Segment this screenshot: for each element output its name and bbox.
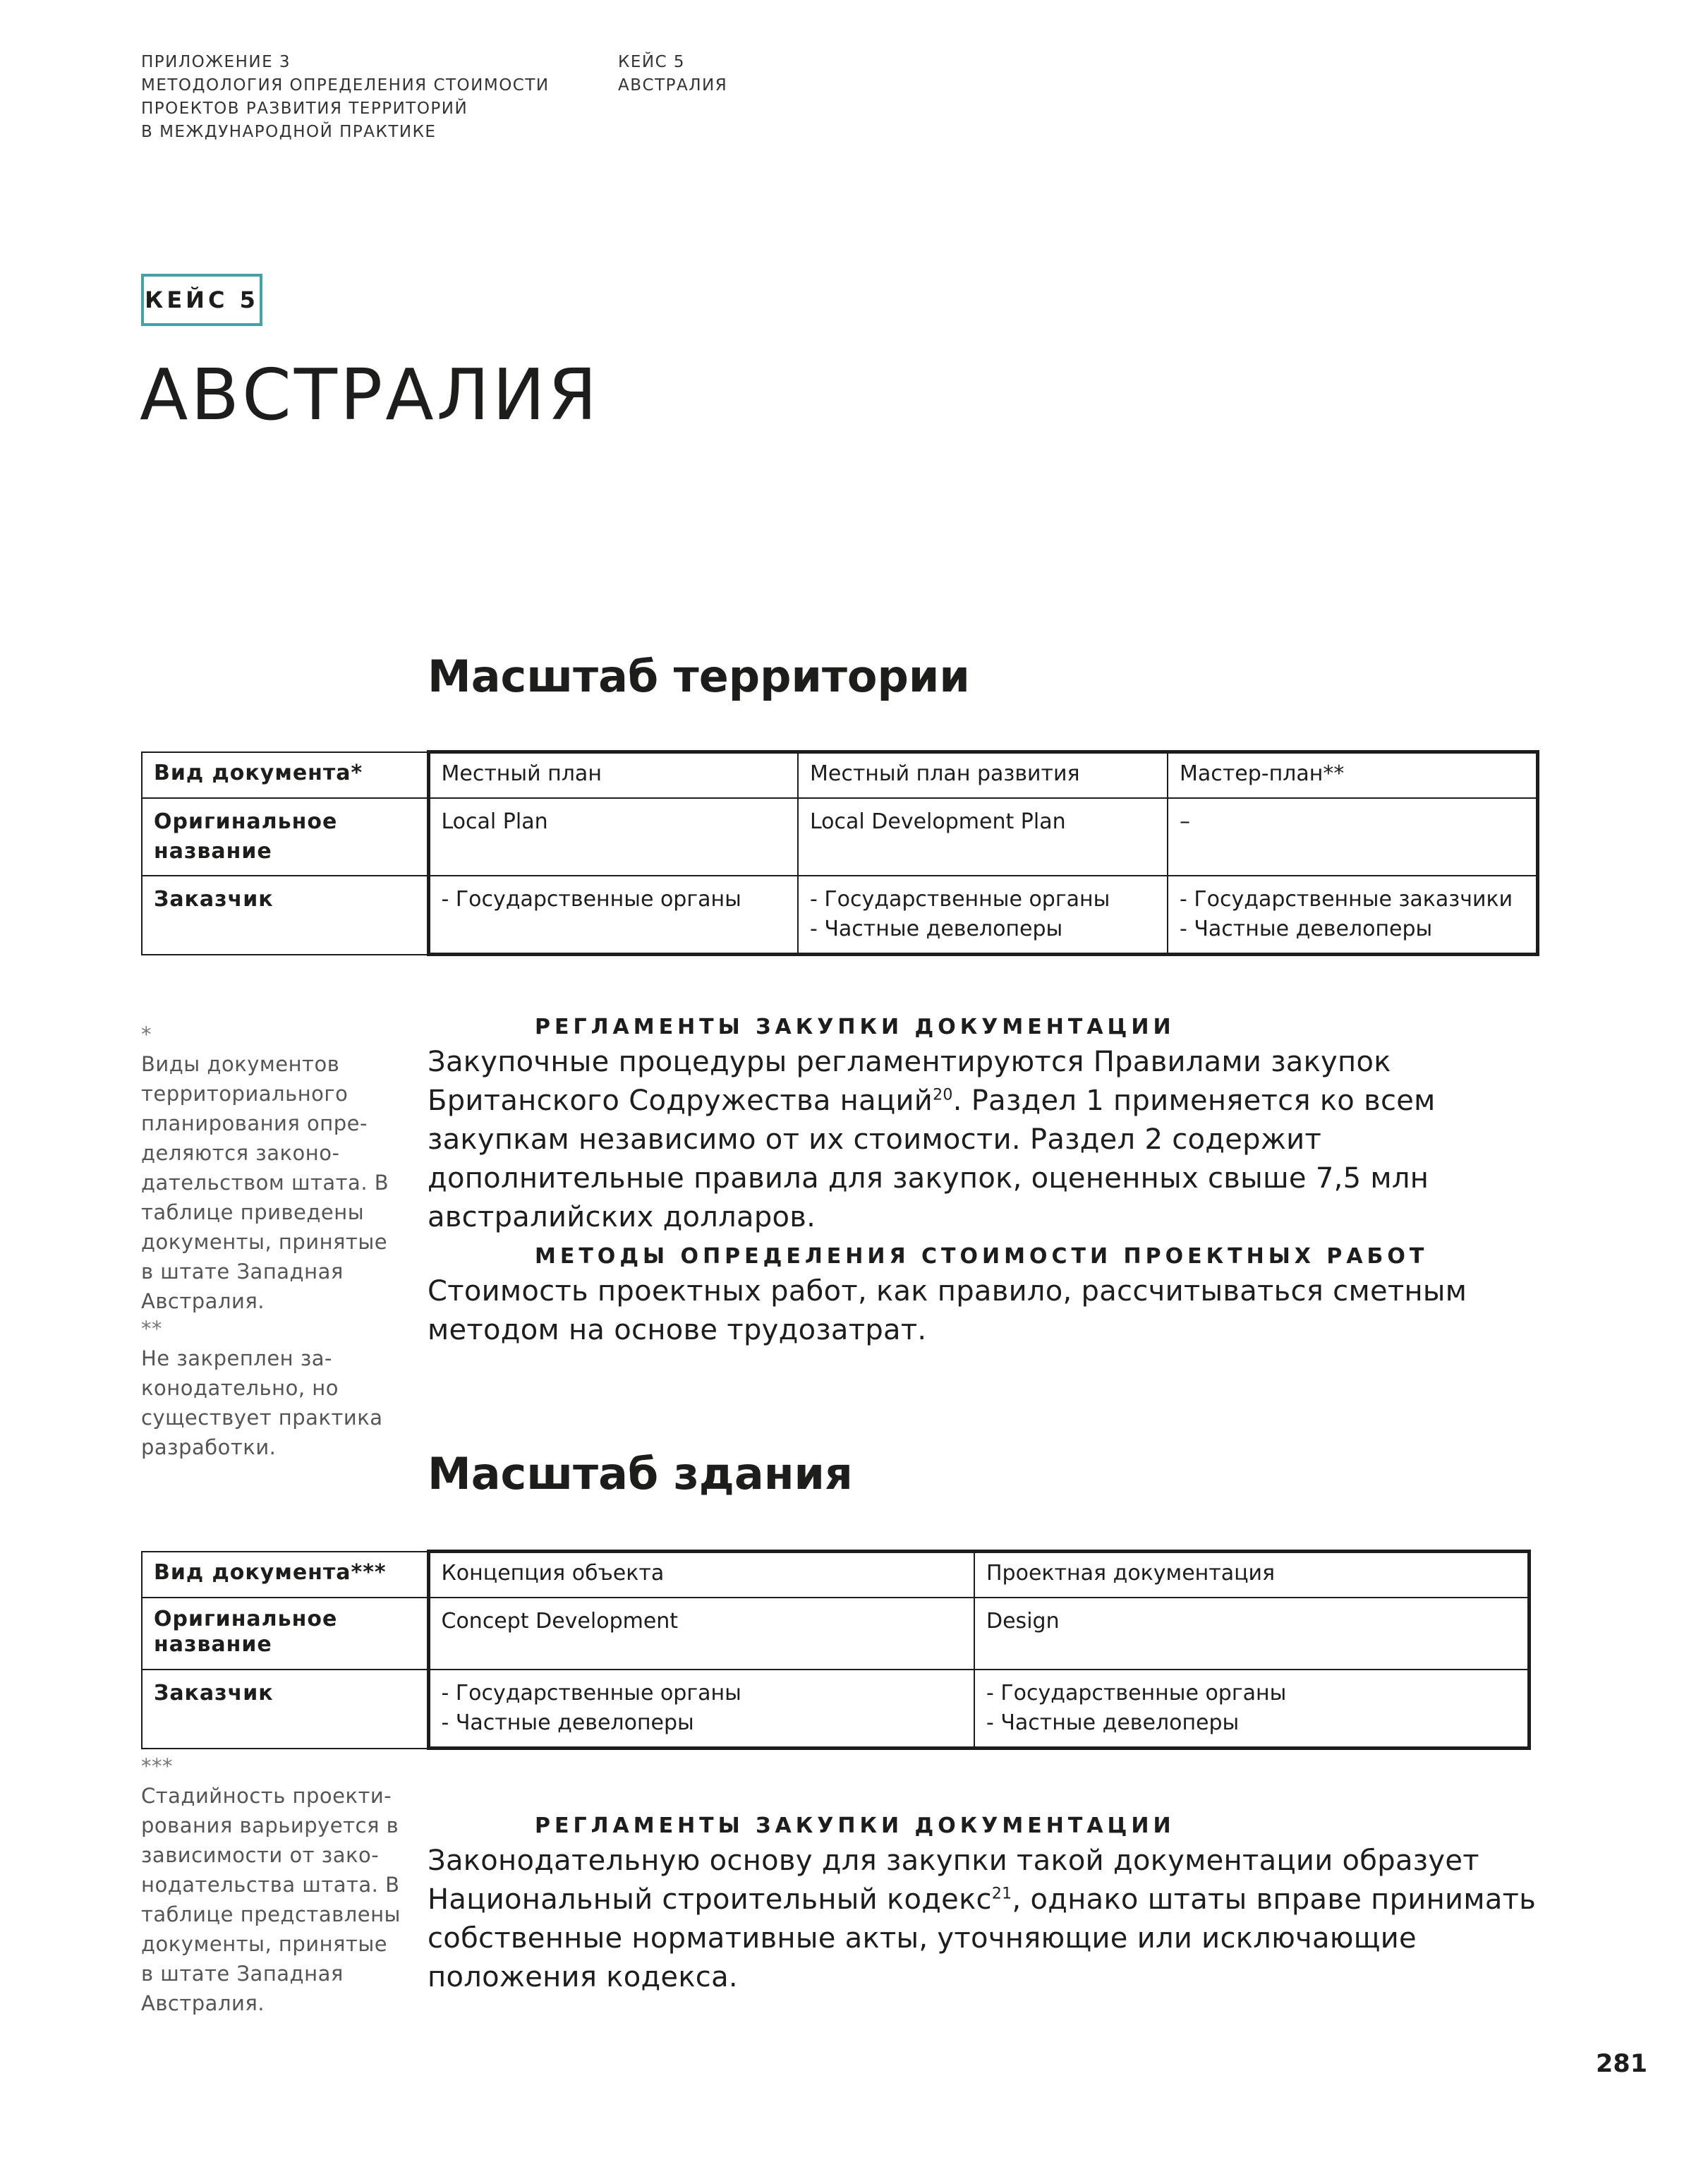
table-cell: Местный план развития — [798, 752, 1168, 799]
list-item: - Государственные органы — [810, 887, 1110, 912]
table-row — [142, 798, 1537, 876]
paragraph-text: , однако штаты вправе принимать собственные нормативные акты, уточняющие или исключающие положения кодекса. — [428, 1883, 1537, 1993]
page-title: АВСТРАЛИЯ — [140, 354, 600, 436]
table-cell — [798, 876, 1168, 955]
footnote-1 — [141, 1020, 402, 1316]
table-cell: Проектная документация — [974, 1552, 1529, 1598]
list-item: - Частные девелоперы — [1180, 917, 1433, 941]
table-row — [142, 1598, 1529, 1670]
territory-section-title: Масштаб территории — [428, 651, 970, 702]
row-header-line: Оригинальное — [154, 1607, 338, 1631]
procurement-heading: РЕГЛАМЕНТЫ ЗАКУПКИ ДОКУМЕНТАЦИИ — [535, 1813, 1175, 1838]
table-row — [142, 876, 1537, 955]
row-header-doc-type: Вид документа*** — [142, 1552, 428, 1598]
footnote-ref: 21 — [991, 1885, 1012, 1903]
building-section-title: Масштаб здания — [428, 1448, 853, 1499]
list-item: - Государственные заказчики — [1180, 887, 1513, 912]
header-line: ПРОЕКТОВ РАЗВИТИЯ ТЕРРИТОРИЙ — [141, 99, 468, 118]
footnote-text: Стадийность проектирования варьируется в зависимости от законодательства штата. В таблице представлены документы, принятые в штате Западная Австралия. — [141, 1784, 401, 2015]
building-table — [141, 1550, 1531, 1750]
footnote-ref: 20 — [933, 1086, 953, 1104]
table-row — [142, 1670, 1529, 1749]
row-header-customer: Заказчик — [142, 1670, 428, 1749]
row-header-line: Оригинальное — [154, 809, 338, 834]
table-cell: – — [1168, 798, 1537, 876]
footnote-text: Виды документов территориального планирования определяются законодательством штата. В таблице приведены документы, принятые в штате Западная Австралия. — [141, 1052, 389, 1313]
footnote-2 — [141, 1314, 402, 1462]
footnote-3 — [141, 1751, 402, 2018]
running-header-right — [618, 51, 830, 97]
row-header-original-name — [142, 798, 428, 876]
header-line: КЕЙС 5 — [618, 53, 686, 71]
paragraph-text: . Раздел 1 применяется ко всем закупкам независимо от их стоимости. Раздел 2 содержит дополнительные правила для закупок, оцененных свыше 7,5 млн австралийских долларов. — [428, 1085, 1436, 1233]
case-badge: КЕЙС 5 — [141, 274, 262, 326]
list-item: - Государственные органы — [441, 887, 741, 912]
procurement-paragraph — [428, 1842, 1542, 1997]
procurement-paragraph — [428, 1043, 1542, 1237]
table-row — [142, 1552, 1529, 1598]
methods-heading: МЕТОДЫ ОПРЕДЕЛЕНИЯ СТОИМОСТИ ПРОЕКТНЫХ РАБОТ — [535, 1244, 1429, 1269]
footnote-mark: * — [141, 1022, 152, 1046]
list-item: - Государственные органы — [986, 1681, 1287, 1706]
page-number: 281 — [1596, 2050, 1648, 2078]
header-line: МЕТОДОЛОГИЯ ОПРЕДЕЛЕНИЯ СТОИМОСТИ — [141, 76, 550, 95]
territory-table — [141, 750, 1539, 956]
procurement-heading: РЕГЛАМЕНТЫ ЗАКУПКИ ДОКУМЕНТАЦИИ — [535, 1015, 1175, 1039]
paragraph-text: Закупочные процедуры регламентируются Правилами закупок Британского Содружества наций — [428, 1046, 1391, 1117]
header-line: АВСТРАЛИЯ — [618, 76, 728, 95]
paragraph-text: Законодательную основу для закупки такой документации образует Национальный строительный кодекс — [428, 1845, 1479, 1916]
table-row — [142, 752, 1537, 799]
table-cell: Design — [974, 1598, 1529, 1670]
table-cell: Концепция объекта — [428, 1552, 974, 1598]
row-header-original-name — [142, 1598, 428, 1670]
table-cell — [1168, 876, 1537, 955]
row-header-line: название — [154, 839, 272, 864]
list-item: - Государственные органы — [441, 1681, 741, 1706]
table-cell — [428, 1670, 974, 1749]
methods-paragraph: Стоимость проектных работ, как правило, рассчитываться сметным методом на основе трудозатрат. — [428, 1275, 1467, 1346]
table-cell — [428, 876, 798, 955]
header-line: ПРИЛОЖЕНИЕ 3 — [141, 53, 291, 71]
row-header-line: название — [154, 1632, 272, 1657]
table-cell: Local Development Plan — [798, 798, 1168, 876]
table-cell: Местный план — [428, 752, 798, 799]
table-cell: Мастер-план** — [1168, 752, 1537, 799]
footnote-mark: ** — [141, 1317, 162, 1341]
table-cell: Concept Development — [428, 1598, 974, 1670]
footnote-text: Не закреплен законодательно, но существует практика разработки. — [141, 1346, 383, 1459]
row-header-doc-type: Вид документа* — [142, 752, 428, 799]
list-item: - Частные девелоперы — [441, 1710, 694, 1735]
row-header-customer: Заказчик — [142, 876, 428, 955]
list-item: - Частные девелоперы — [986, 1710, 1240, 1735]
running-header-left — [141, 51, 593, 144]
list-item: - Частные девелоперы — [810, 917, 1063, 941]
footnote-mark: *** — [141, 1754, 173, 1778]
table-cell: Local Plan — [428, 798, 798, 876]
header-line: В МЕЖДУНАРОДНОЙ ПРАКТИКЕ — [141, 123, 437, 141]
table-cell — [974, 1670, 1529, 1749]
